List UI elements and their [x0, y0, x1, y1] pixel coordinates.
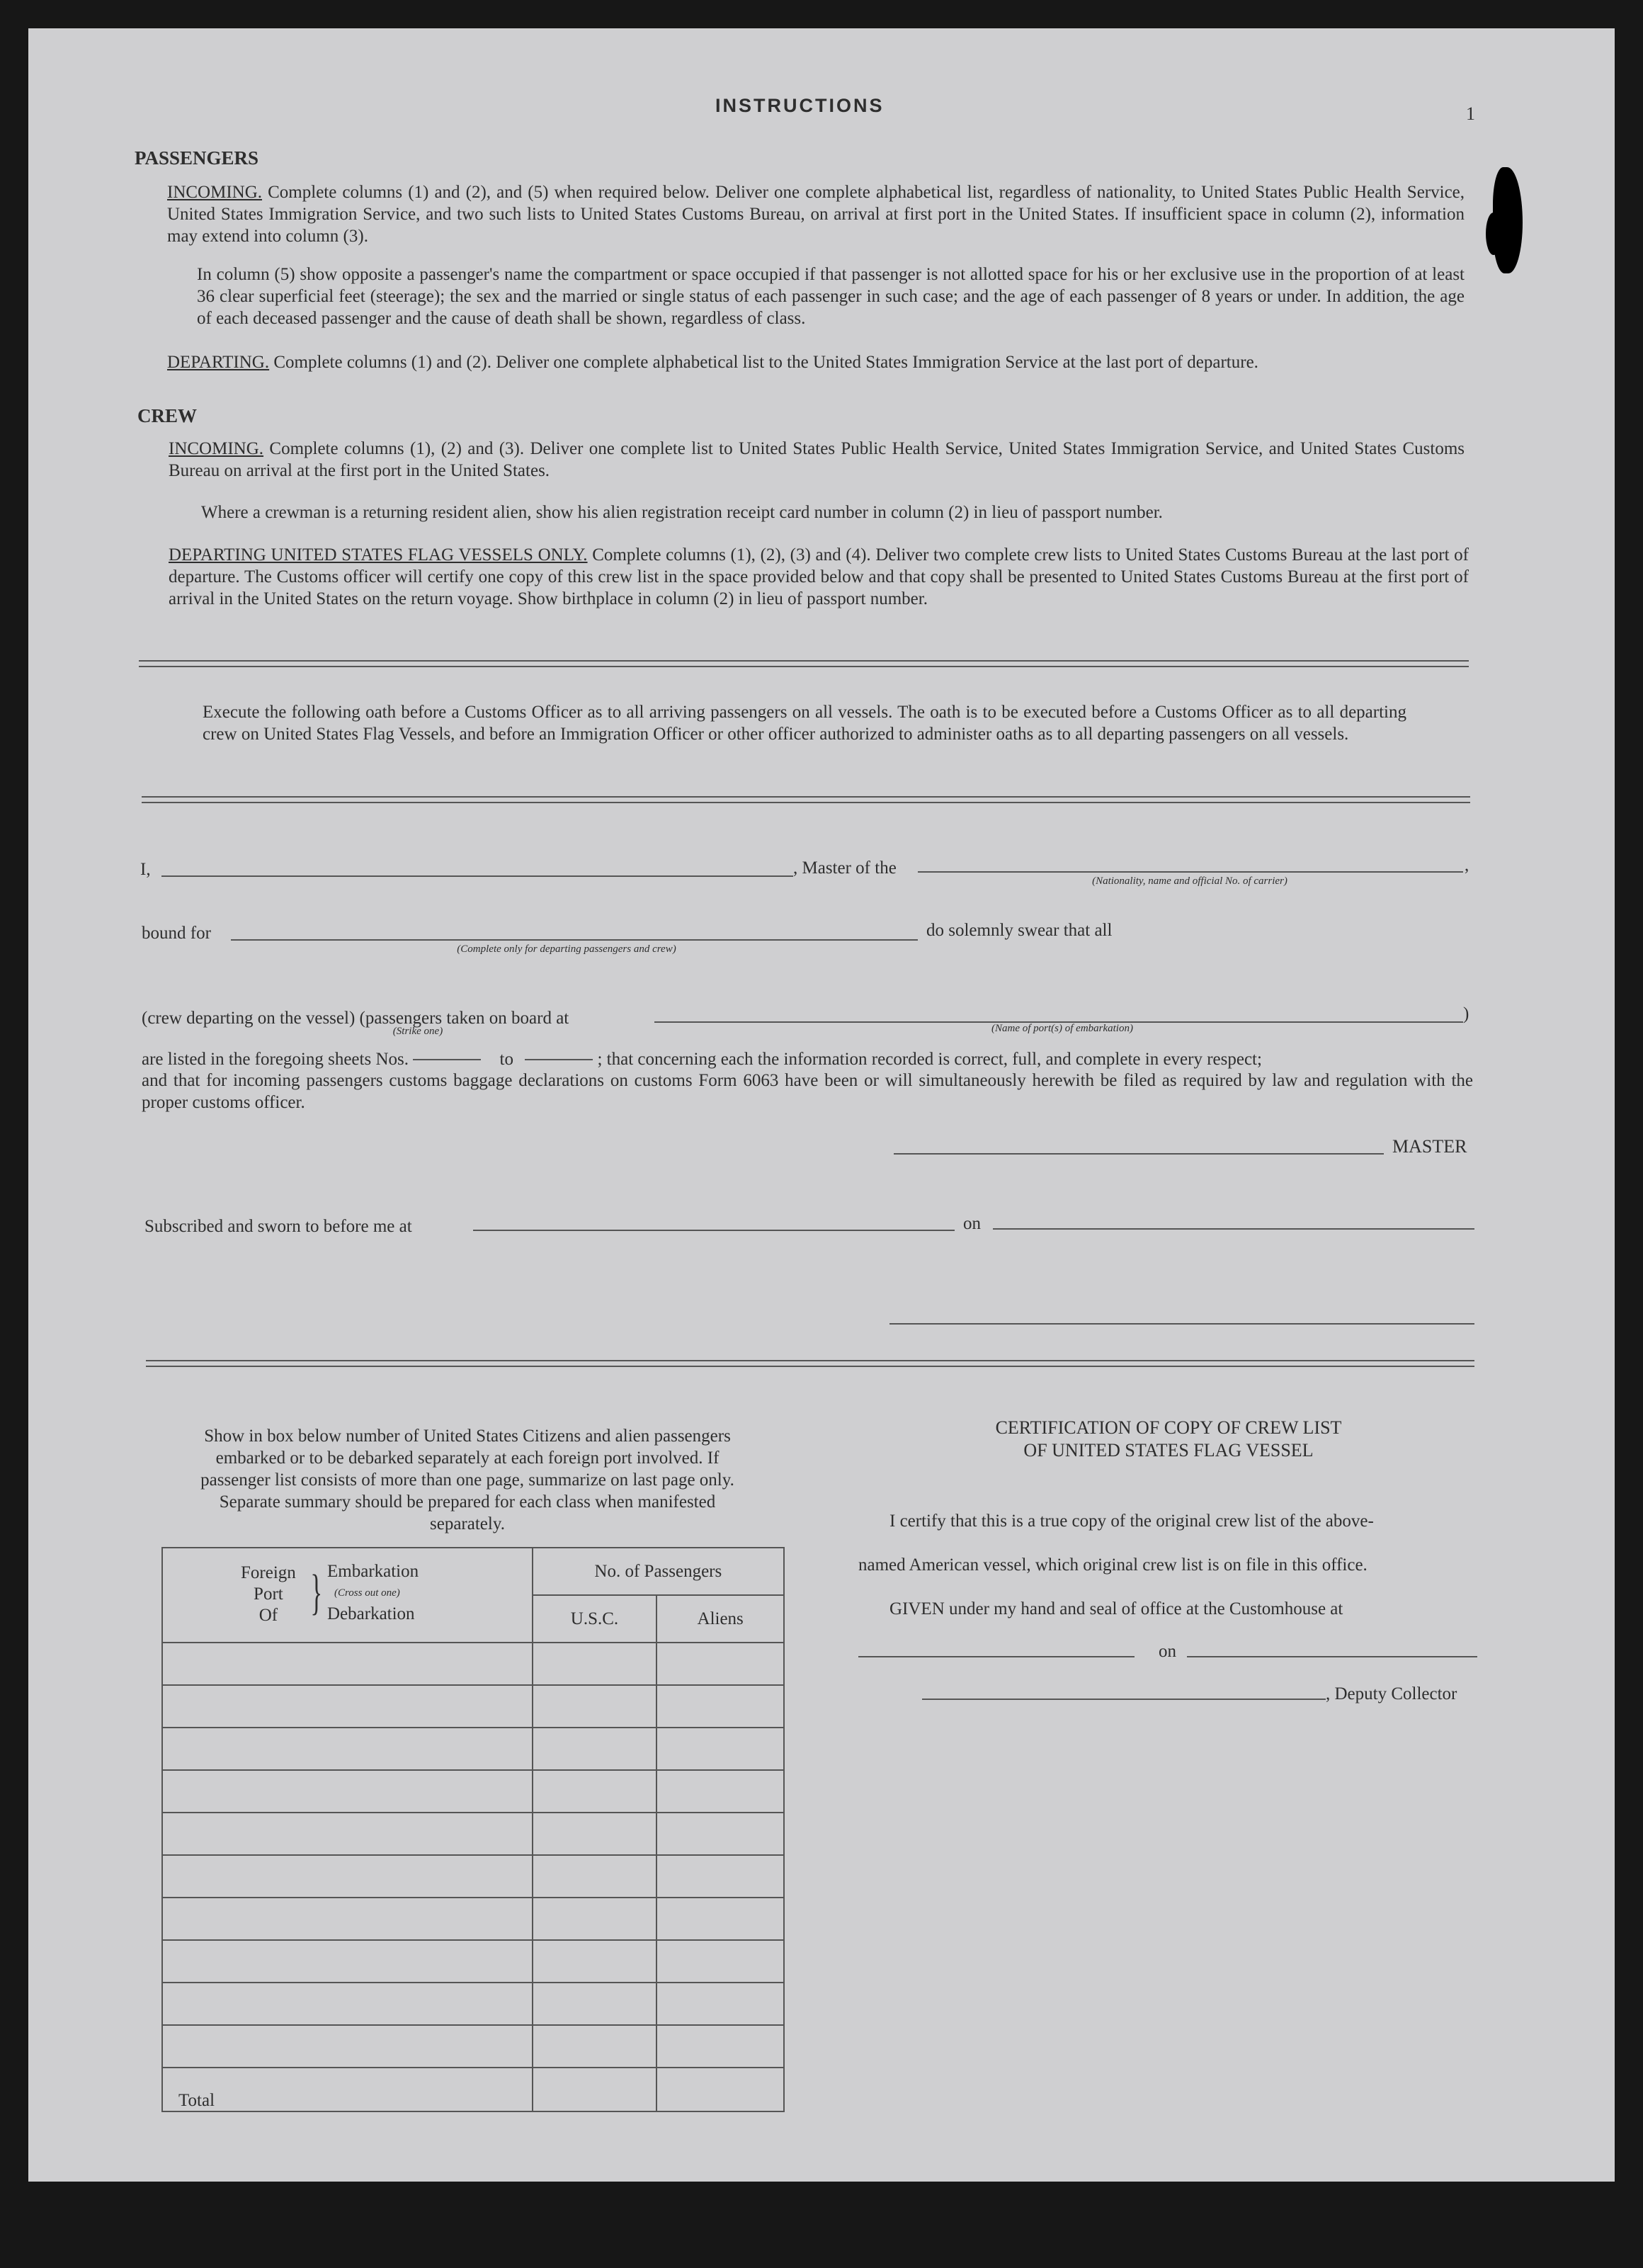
subscribed-date-line: [993, 1228, 1474, 1230]
crew-incoming-text: Complete columns (1), (2) and (3). Deliver one complete list to United States Public Health Service, United States Immigration Service, and United States Customs Bureau on arrival at the first port in the United States.: [169, 439, 1465, 480]
ports-caption: (Name of port(s) of embarkation): [991, 1023, 1133, 1034]
table-row: [162, 1685, 784, 1728]
divider: [139, 660, 1469, 667]
deputy-collector-line: [922, 1699, 1326, 1700]
sheets-to-line: [525, 1059, 593, 1060]
oath-swear-label: do solemnly swear that all: [926, 921, 1113, 940]
subscribed-place-line: [473, 1230, 955, 1231]
master-label: MASTER: [1392, 1136, 1467, 1157]
passenger-summary-table: [161, 1547, 785, 2112]
usc-header: U.S.C.: [533, 1595, 657, 1643]
port-header-cell: [162, 1548, 533, 1643]
oath-body-rest: and that for incoming passengers customs baggage declarations on customs Form 6063 have been or will simultaneously herewith be filed as required by law and regulation with the proper customs officer.: [142, 1071, 1473, 1112]
certification-line1: I certify that this is a true copy of the original crew list of the above-: [889, 1512, 1374, 1531]
passengers-departing-text: Complete columns (1) and (2). Deliver one complete alphabetical list to the United States Immigration Service at the last port of departure.: [273, 353, 1258, 372]
officer-signature-line: [889, 1323, 1474, 1325]
sheets-tail: ; that concerning each the information recorded is correct, full, and complete in every respect;: [597, 1050, 1262, 1069]
carrier-line-comma: ,: [1465, 856, 1469, 875]
certification-title: [885, 1417, 1452, 1462]
customhouse-line: [858, 1656, 1135, 1657]
certification-title-line1: CERTIFICATION OF COPY OF CREW LIST: [995, 1417, 1342, 1438]
table-row: [162, 1855, 784, 1898]
table-row: [162, 1813, 784, 1855]
total-label: Total: [162, 2068, 533, 2111]
passengers-column5: In column (5) show opposite a passenger's name the compartment or space occupied if that passenger is not allotted space for his or her exclusive use in the proportion of at least 36 clear superficial feet (steerage); the sex and the married or single status of each passenger in such case; and the age of each passenger of 8 years or under. In addition, the age of each deceased passenger and the cause of death shall be shown, regardless of class.: [197, 265, 1465, 328]
crew-departing-text: Complete columns (1), (2), (3) and (4). Deliver two complete crew lists to United States Customs Bureau at the last port of departure. The Customs officer will certify one copy of this crew list in the space provided below and that copy shall be presented to United States Customs Bureau at the first port of arrival in the United States on the return voyage. Show birthplace in column (2) in lieu of passport number.: [169, 545, 1469, 608]
carrier-line: [918, 871, 1463, 873]
certification-date-line: [1187, 1656, 1477, 1657]
crew-departing-label: DEPARTING UNITED STATES FLAG VESSELS ONLY.: [169, 545, 588, 565]
ink-blot-tail: [1486, 212, 1501, 255]
subscribed-label: Subscribed and sworn to before me at: [144, 1217, 412, 1236]
divider: [146, 1360, 1474, 1367]
crew-departing: [169, 544, 1469, 610]
no-of-passengers-header: No. of Passengers: [533, 1548, 784, 1595]
foreign-label: Foreign: [241, 1563, 296, 1582]
crew-incoming-label: INCOMING.: [169, 439, 264, 458]
table-row: [162, 1898, 784, 1940]
bound-for-line: [231, 939, 918, 941]
debarkation-label: Debarkation: [327, 1604, 415, 1623]
subscribed-on-label: on: [963, 1214, 981, 1233]
page-title: INSTRUCTIONS: [715, 95, 885, 116]
oath-instructions: Execute the following oath before a Customs Officer as to all arriving passengers on all vessels. The oath is to be executed before a Customs Officer as to all departing crew on United States Flag Vessels, and before an Immigration Officer or other officer authorized to administer oaths as to all departing passengers on all vessels.: [203, 703, 1406, 744]
table-row: [162, 1983, 784, 2025]
table-row: [162, 2025, 784, 2068]
table-row: [162, 1940, 784, 1983]
cross-out-label: (Cross out one): [334, 1587, 400, 1599]
carrier-caption: (Nationality, name and official No. of carrier): [1092, 875, 1287, 887]
passengers-heading: PASSENGERS: [135, 147, 259, 169]
oath-master-of-label: , Master of the: [793, 858, 897, 878]
of-label: Of: [258, 1606, 278, 1625]
page-number: 1: [1466, 103, 1475, 124]
aliens-header: Aliens: [656, 1595, 784, 1643]
table-row: [162, 1643, 784, 1685]
port-label: Port: [254, 1584, 283, 1604]
passengers-incoming-text: Complete columns (1) and (2), and (5) when required below. Deliver one complete alphabetical list, regardless of nationality, to United States Public Health Service, United States Immigration Service, and two such lists to United States Customs Bureau, on arrival at first port in the United States. If insufficient space in column (2), information may extend into column (3).: [167, 183, 1465, 246]
sheets-label: are listed in the foregoing sheets Nos.: [142, 1050, 409, 1069]
sheets-from-line: [413, 1059, 481, 1060]
passengers-incoming-label: INCOMING.: [167, 183, 263, 202]
certification-on-label: on: [1159, 1642, 1176, 1661]
sheets-to-label: to: [499, 1050, 513, 1069]
crew-heading: CREW: [137, 405, 198, 426]
certification-title-line2: OF UNITED STATES FLAG VESSEL: [1023, 1440, 1314, 1461]
summary-instructions: Show in box below number of United States Citizens and alien passengers embarked or to be debarked separately at each foreign port involved. If passenger list consists of more than one page, summarize on last page only. Separate summary should be prepared for each class when manifested separately.: [200, 1427, 734, 1533]
oath-crew-passengers-label: (crew departing on the vessel) (passengers taken on board at: [142, 1009, 569, 1028]
embarkation-label: Embarkation: [327, 1562, 419, 1581]
passengers-departing: [167, 351, 1465, 373]
ports-close-paren: ): [1463, 1004, 1469, 1024]
divider: [142, 796, 1470, 803]
passengers-incoming: [167, 181, 1465, 247]
oath-sheets-line: [142, 1048, 1473, 1070]
master-name-line: [161, 875, 793, 877]
strike-caption: (Strike one): [392, 1026, 443, 1037]
crew-incoming: [169, 438, 1465, 482]
master-signature-line: [894, 1153, 1384, 1155]
certification-line3: GIVEN under my hand and seal of office at the Customhouse at: [889, 1599, 1343, 1618]
oath-bound-for-label: bound for: [142, 924, 211, 943]
passengers-departing-label: DEPARTING.: [167, 353, 270, 372]
deputy-collector-label: , Deputy Collector: [1326, 1684, 1457, 1703]
oath-i-label: I,: [140, 860, 151, 879]
crew-resident: Where a crewman is a returning resident alien, show his alien registration receipt card number in column (2) in lieu of passport number.: [201, 503, 1163, 522]
table-row: [162, 1728, 784, 1770]
table-row: [162, 1770, 784, 1813]
total-row: [162, 2068, 784, 2111]
brace-icon: }: [310, 1565, 323, 1620]
certification-line2: named American vessel, which original crew list is on file in this office.: [858, 1555, 1368, 1575]
bound-for-caption: (Complete only for departing passengers and crew): [457, 943, 676, 955]
